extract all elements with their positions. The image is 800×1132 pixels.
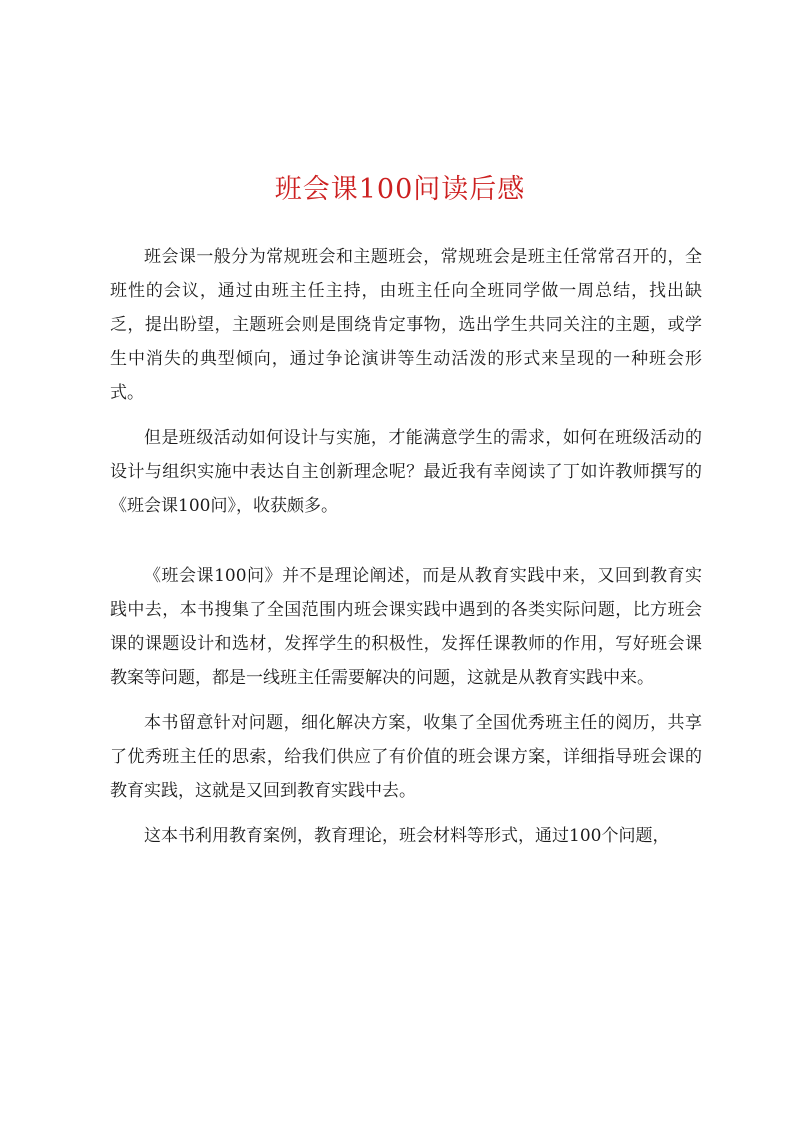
paragraph-2: 但是班级活动如何设计与实施，才能满意学生的需求，如何在班级活动的设计与组织实施中表达自主创新理念呢？最近我有幸阅读了丁如许教师撰写的《班会课100问》，收获颇多。 <box>110 428 702 516</box>
paragraph-5: 这本书利用教育案例，教育理论，班会材料等形式，通过100个问题， <box>144 826 670 846</box>
paragraph-4: 本书留意针对问题，细化解决方案，收集了全国优秀班主任的阅历，共享了优秀班主任的思索，给我们供应了有价值的班会课方案，详细指导班会课的教育实践，这就是又回到教育实践中去。 <box>110 713 702 801</box>
paragraph-3: 《班会课100问》并不是理论阐述，而是从教育实践中来，又回到教育实践中去，本书搜集了全国范围内班会课实践中遇到的各类实际问题，比方班会课的课题设计和选材，发挥学生的积极性，发挥任课教师的作用，写好班会课教案等问题，都是一线班主任需要解决的问题，这就是从教育实践中来。 <box>110 566 702 688</box>
paragraph-1: 班会课一般分为常规班会和主题班会，常规班会是班主任常常召开的，全班性的会议，通过由班主任主持，由班主任向全班同学做一周总结，找出缺乏，提出盼望，主题班会则是围绕肯定事物，选出学生共同关注的主题，或学生中消失的典型倾向，通过争论演讲等生动活泼的形式来呈现的一种班会形式。 <box>110 247 702 403</box>
document-title: 班会课100问读后感 <box>274 174 526 205</box>
document-body <box>110 240 702 864</box>
